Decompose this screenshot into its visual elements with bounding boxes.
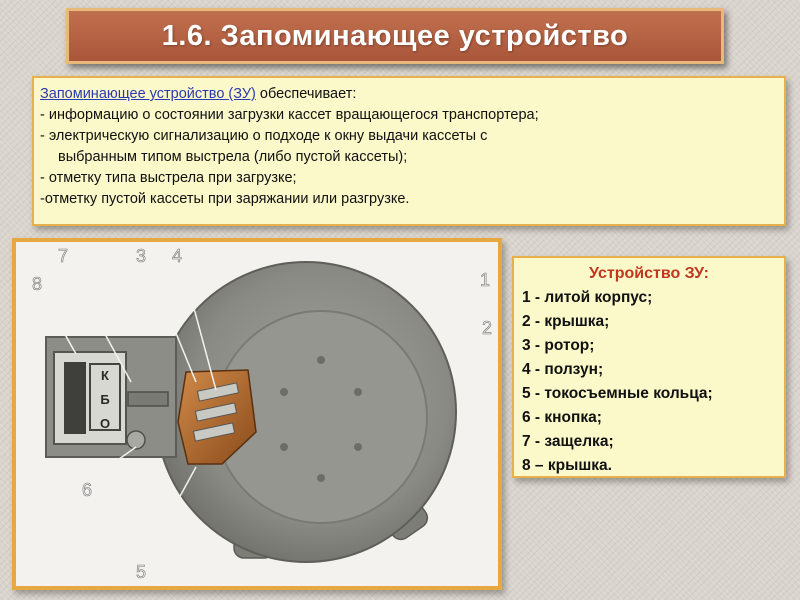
memory-device-illustration (16, 242, 498, 586)
slider-plates (193, 383, 238, 441)
callout-6: 6 (82, 480, 93, 500)
switch-letter-k: К (101, 368, 109, 383)
legend-box (512, 256, 786, 478)
legend-item: 6 - кнопка; (522, 409, 602, 426)
callout-4: 4 (172, 246, 183, 266)
legend-item: 7 - защелка; (522, 433, 614, 450)
title-bar (66, 8, 724, 64)
callout-2: 2 (482, 318, 493, 338)
description-line: -отметку пустой кассеты при заряжании или разгрузке. (40, 191, 410, 207)
legend-item: 1 - литой корпус; (522, 289, 653, 306)
legend-item: 8 – крышка. (522, 457, 612, 474)
callout-1: 1 (480, 270, 491, 290)
description-box (32, 76, 786, 226)
switch-letter-o: О (99, 416, 111, 431)
legend-item: 5 - токосъемные кольца; (522, 385, 713, 402)
callout-8: 8 (32, 274, 43, 294)
legend-item: 4 - ползун; (522, 361, 604, 378)
legend-title: Устройство ЗУ: (589, 265, 709, 282)
callout-7: 7 (58, 246, 69, 266)
description-line: - информацию о состоянии загрузки кассет вращающегося транспортера; (40, 107, 539, 123)
description-line: - электрическую сигнализацию о подходе к окну выдачи кассеты с (40, 128, 488, 144)
callout-3: 3 (136, 246, 147, 266)
device-photo (12, 238, 502, 590)
description-lead (40, 84, 778, 105)
description-line: выбранным типом выстрела (либо пустой кассеты); (58, 149, 408, 165)
description-line: - отметку типа выстрела при загрузке; (40, 170, 297, 186)
button (127, 431, 145, 449)
slide-title: 1.6. Запоминающее устройство (161, 19, 629, 52)
lead-rest: обеспечивает: (255, 86, 357, 102)
legend-item: 3 - ротор; (522, 337, 595, 354)
latch (128, 392, 168, 406)
legend-item: 2 - крышка; (522, 313, 610, 330)
callout-5: 5 (136, 562, 147, 582)
switch-letter-b: Б (100, 392, 110, 407)
lead-link[interactable]: Запоминающее устройство (ЗУ) (40, 86, 256, 102)
